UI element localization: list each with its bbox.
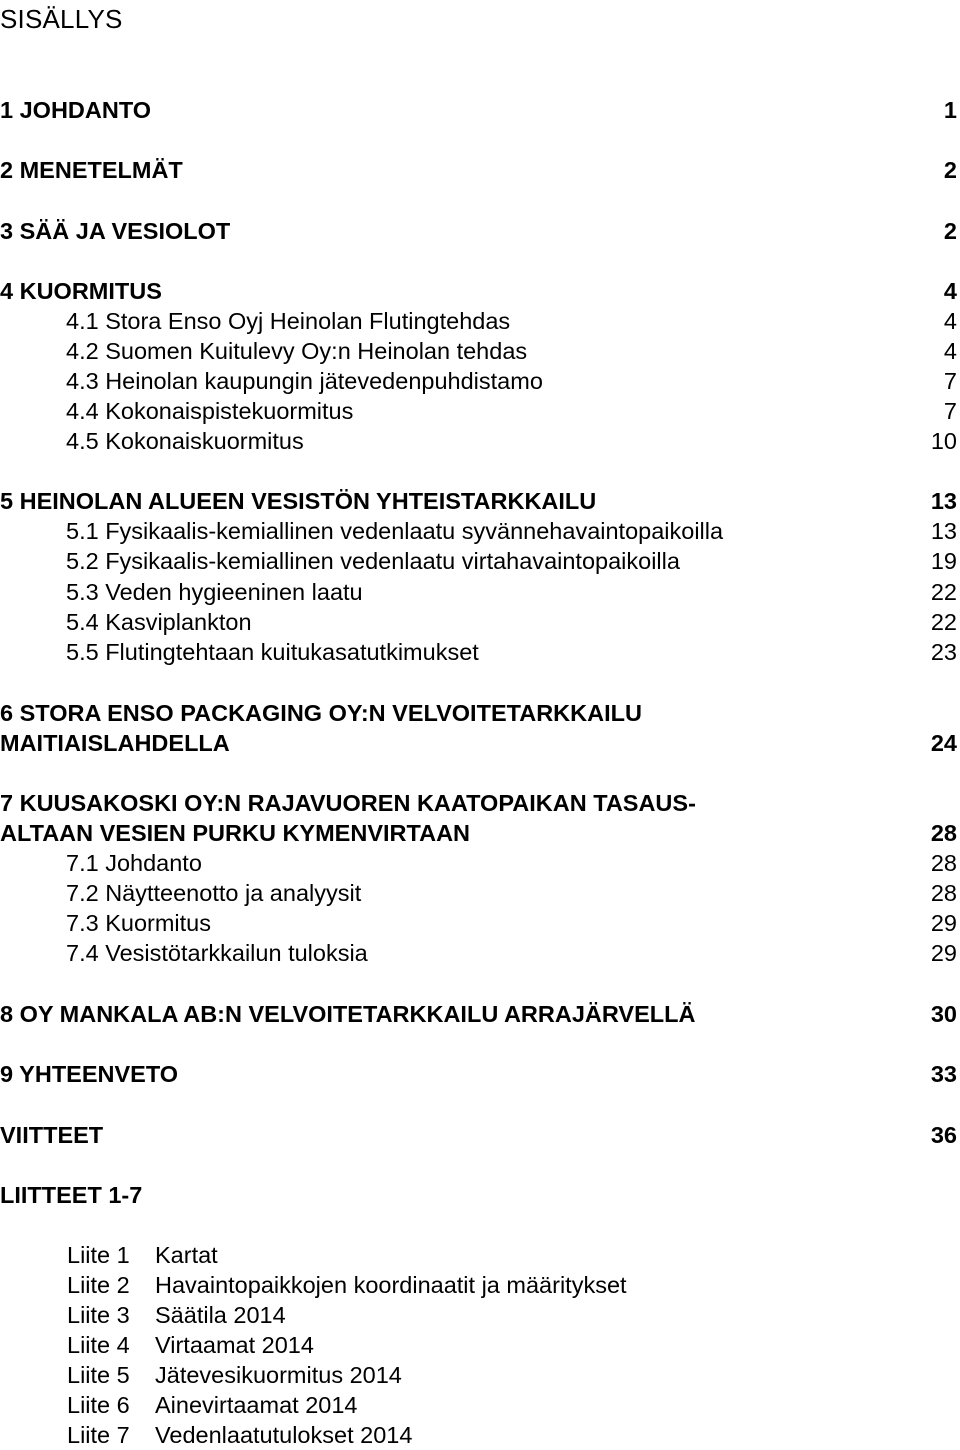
- toc-subsection-entry: [0, 577, 960, 607]
- toc-page-number: 4: [943, 278, 957, 304]
- toc-subsection-entry: [0, 396, 960, 426]
- toc-page-number: 30: [930, 1001, 957, 1027]
- toc-entry-label: 4 KUORMITUS: [0, 278, 162, 304]
- toc-entry-label: 9 YHTEENVETO: [0, 1061, 179, 1087]
- appendix-number: Liite 1: [67, 1242, 130, 1268]
- toc-page-number: 2: [943, 218, 957, 244]
- toc-page-number: 29: [930, 910, 957, 936]
- toc-heading-entry: [0, 818, 960, 848]
- toc-entry-label: 5 HEINOLAN ALUEEN VESISTÖN YHTEISTARKKAILU: [0, 488, 597, 514]
- toc-entry-label: 2 MENETELMÄT: [0, 157, 183, 183]
- toc-heading-entry: [0, 999, 960, 1029]
- toc-subsection-entry: [0, 848, 960, 878]
- toc-entry-label: 7.1 Johdanto: [66, 850, 202, 876]
- toc-entry-label: 5.5 Flutingtehtaan kuitukasatutkimukset: [66, 639, 479, 665]
- toc-subsection-entry: [0, 366, 960, 396]
- toc-heading-entry: [0, 788, 960, 818]
- toc-subsection-entry: [0, 306, 960, 336]
- toc-page-number: 29: [930, 940, 957, 966]
- toc-heading-entry: [0, 1120, 960, 1150]
- toc-subsection-entry: [0, 938, 960, 968]
- toc-entry-label: 4.2 Suomen Kuitulevy Oy:n Heinolan tehdas: [66, 338, 528, 364]
- toc-entry-label: 5.2 Fysikaalis-kemiallinen vedenlaatu virtahavaintopaikoilla: [66, 548, 680, 574]
- toc-heading-entry: [0, 155, 960, 185]
- toc-entry-label: 7.3 Kuormitus: [66, 910, 211, 936]
- appendix-number: Liite 5: [67, 1362, 130, 1388]
- toc-entry-label: 7.2 Näytteenotto ja analyysit: [66, 880, 362, 906]
- appendix-title: Ainevirtaamat 2014: [155, 1392, 358, 1418]
- toc-subsection-entry: [0, 878, 960, 908]
- toc-entry-label: 7 KUUSAKOSKI OY:N RAJAVUOREN KAATOPAIKAN TASAUS-: [0, 790, 696, 816]
- toc-page-number: 36: [930, 1122, 957, 1148]
- toc-page-number: 7: [943, 398, 957, 424]
- toc-entry-label: 5.1 Fysikaalis-kemiallinen vedenlaatu syvännehavaintopaikoilla: [66, 518, 724, 544]
- appendix-title: Havaintopaikkojen koordinaatit ja määritykset: [155, 1272, 627, 1298]
- appendix-number: Liite 6: [67, 1392, 130, 1418]
- appendix-number: Liite 3: [67, 1302, 130, 1328]
- toc-entry-label: 5.3 Veden hygieeninen laatu: [66, 579, 363, 605]
- toc-entry-label: 4.3 Heinolan kaupungin jätevedenpuhdistamo: [66, 368, 543, 394]
- toc-entry-label: MAITIAISLAHDELLA: [0, 730, 230, 756]
- appendix-title: Kartat: [155, 1242, 218, 1268]
- toc-heading-entry: [0, 276, 960, 306]
- toc-subsection-entry: [0, 908, 960, 938]
- appendix-number: Liite 7: [67, 1422, 130, 1448]
- toc-subsection-entry: [0, 637, 960, 667]
- toc-page-number: 23: [930, 639, 957, 665]
- toc-page-number: 28: [930, 880, 957, 906]
- toc-entry-label: 7.4 Vesistötarkkailun tuloksia: [66, 940, 368, 966]
- toc-entry-label: 4.1 Stora Enso Oyj Heinolan Flutingtehdas: [66, 308, 511, 334]
- toc-page-number: 2: [943, 157, 957, 183]
- toc-entry-label: 1 JOHDANTO: [0, 97, 152, 123]
- toc-page-number: 4: [943, 308, 957, 334]
- toc-entry-label: VIITTEET: [0, 1122, 104, 1148]
- toc-subsection-entry: [0, 546, 960, 576]
- toc-page-number: 7: [943, 368, 957, 394]
- toc-page-number: 13: [930, 518, 957, 544]
- toc-entry-label: ALTAAN VESIEN PURKU KYMENVIRTAAN: [0, 820, 471, 846]
- toc-heading-entry: [0, 1059, 960, 1089]
- toc-page-number: 1: [943, 97, 957, 123]
- toc-heading-entry: [0, 728, 960, 758]
- toc-heading-entry: [0, 216, 960, 246]
- appendix-number: Liite 2: [67, 1272, 130, 1298]
- toc-page-number: 19: [930, 548, 957, 574]
- toc-entry-label: 4.5 Kokonaiskuormitus: [66, 428, 304, 454]
- toc-page-number: 33: [930, 1061, 957, 1087]
- page-title: SISÄLLYS: [0, 4, 123, 34]
- toc-entry-label: 6 STORA ENSO PACKAGING OY:N VELVOITETARKKAILU: [0, 700, 642, 726]
- appendix-title: Säätila 2014: [155, 1302, 286, 1328]
- toc-subsection-entry: [0, 607, 960, 637]
- toc-subsection-entry: [0, 336, 960, 366]
- toc-page-number: 13: [930, 488, 957, 514]
- toc-page-number: 22: [930, 579, 957, 605]
- toc-page-number: 28: [930, 850, 957, 876]
- toc-page-number: 10: [930, 428, 957, 454]
- toc-subsection-entry: [0, 426, 960, 456]
- appendix-number: Liite 4: [67, 1332, 130, 1358]
- toc-subsection-entry: [0, 516, 960, 546]
- toc-page-number: 4: [943, 338, 957, 364]
- toc-entry-label: 8 OY MANKALA AB:N VELVOITETARKKAILU ARRAJÄRVELLÄ: [0, 1001, 696, 1027]
- appendix-title: Jätevesikuormitus 2014: [155, 1362, 402, 1388]
- toc-page-number: 22: [930, 609, 957, 635]
- toc-entry-label: 4.4 Kokonaispistekuormitus: [66, 398, 354, 424]
- appendix-title: Virtaamat 2014: [155, 1332, 314, 1358]
- toc-page-number: 24: [930, 730, 957, 756]
- toc-page-number: 28: [930, 820, 957, 846]
- appendix-title: Vedenlaatutulokset 2014: [155, 1422, 413, 1448]
- toc-entry-label: LIITTEET 1-7: [0, 1182, 143, 1208]
- toc-heading-entry: [0, 95, 960, 125]
- toc-entry-label: 5.4 Kasviplankton: [66, 609, 252, 635]
- toc-heading-entry: [0, 1180, 960, 1210]
- toc-entry-label: 3 SÄÄ JA VESIOLOT: [0, 218, 231, 244]
- toc-heading-entry: [0, 486, 960, 516]
- toc-heading-entry: [0, 698, 960, 728]
